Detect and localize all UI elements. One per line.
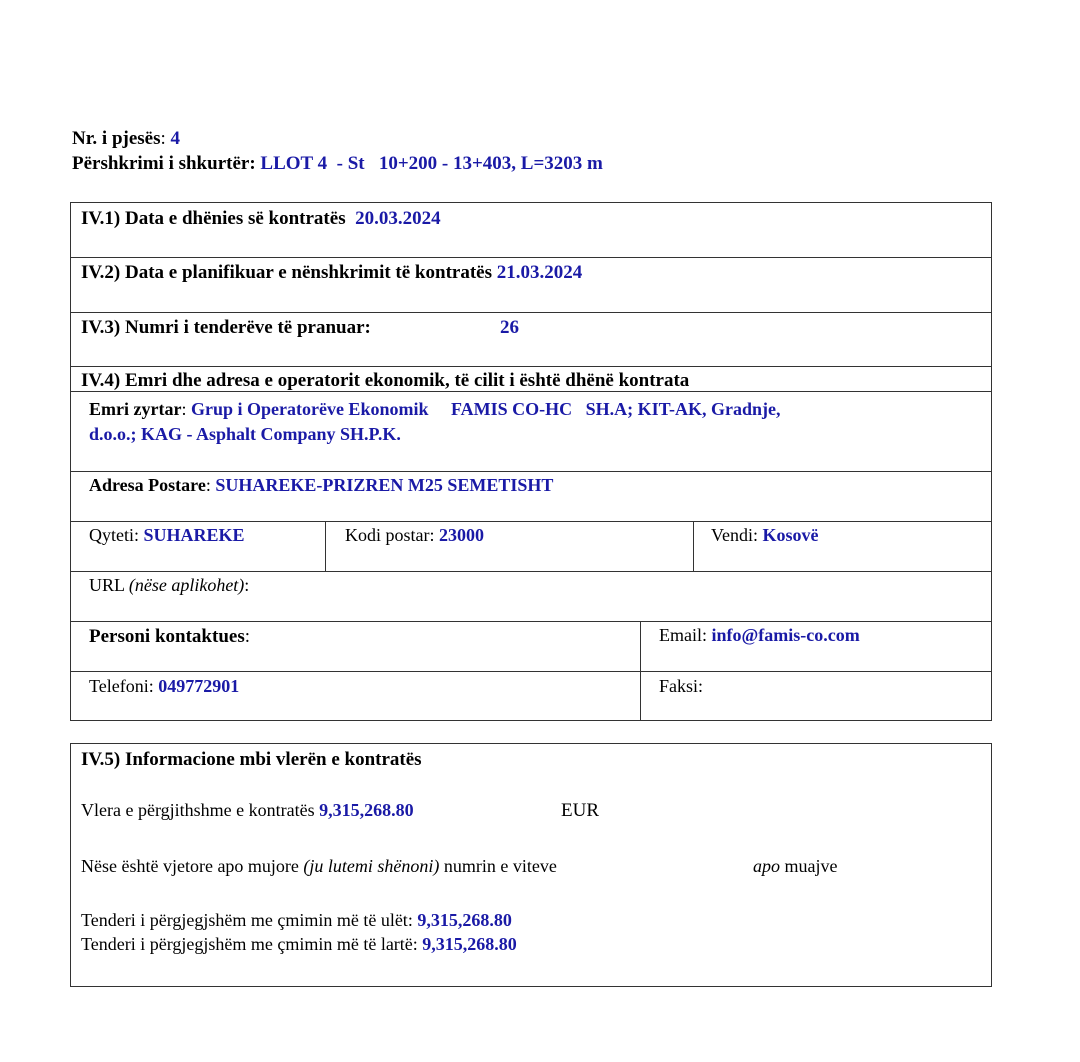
city-label: Qyteti: (89, 525, 139, 545)
currency: EUR (561, 800, 599, 821)
phone-cell (89, 676, 239, 697)
official-name-value-2: d.o.o.; KAG - Asphalt Company SH.P.K. (89, 424, 401, 444)
signing-date-label: IV.2) Data e planifikuar e nënshkrimit të kontratës (81, 262, 492, 283)
lowest-price-label: Tenderi i përgjegjshëm me çmimin më të ulët: (81, 910, 413, 930)
official-name-label: Emri zyrtar (89, 399, 182, 419)
contract-award-table (70, 202, 992, 721)
email-value: info@famis-co.com (711, 625, 860, 645)
postal-code-cell (345, 525, 484, 546)
short-description-value: LLOT 4 - St 10+200 - 13+403, L=3203 m (260, 153, 603, 174)
url-note: (nëse aplikohet) (128, 575, 245, 595)
annual-end: muajve (784, 856, 838, 876)
total-value-row (81, 800, 414, 821)
annual-mid: numrin e viteve (443, 856, 557, 876)
city-value: SUHAREKE (143, 525, 245, 545)
highest-price-row (81, 934, 517, 955)
contact-person-row: Personi kontaktues: (89, 626, 250, 647)
official-name-line1: Emri zyrtar: Grup i Operatorëve Ekonomik FAMIS CO-HC SH.A; KIT-AK, Gradnje, (89, 399, 781, 419)
operator-section-title: IV.4) Emri dhe adresa e operatorit ekonomik, të cilit i është dhënë kontrata (81, 370, 690, 391)
phone-label: Telefoni: (89, 676, 154, 696)
award-date-label: IV.1) Data e dhënies së kontratës (81, 208, 346, 229)
contract-value-table (70, 743, 992, 987)
official-name-value-1: Grup i Operatorëve Ekonomik FAMIS CO-HC SH.A; KIT-AK, Gradnje, (190, 399, 781, 419)
city-cell (89, 525, 245, 546)
annual-monthly-row (81, 856, 557, 877)
country-cell (711, 525, 819, 546)
total-value-label: Vlera e përgjithshme e kontratës (81, 800, 315, 820)
short-description-line (72, 153, 603, 175)
signing-date-row (81, 262, 582, 284)
postal-address-value: SUHAREKE-PRIZREN M25 SEMETISHT (215, 475, 554, 495)
lowest-price-row (81, 910, 512, 931)
annual-note: (ju lutemi shënoni) (303, 856, 440, 876)
tenders-received-value: 26 (500, 317, 519, 338)
highest-price-value: 9,315,268.80 (422, 934, 517, 954)
fax-label: Faksi: (659, 676, 704, 696)
contract-value-title: IV.5) Informacione mbi vlerën e kontratës (81, 749, 422, 770)
lowest-price-value: 9,315,268.80 (417, 910, 512, 930)
highest-price-label: Tenderi i përgjegjshëm me çmimin më të lartë: (81, 934, 418, 954)
short-description-label: Përshkrimi i shkurtër: (72, 153, 256, 174)
postal-code-value: 23000 (439, 525, 484, 545)
annual-apo: apo (753, 856, 780, 876)
country-label: Vendi: (711, 525, 758, 545)
award-date-row (81, 208, 441, 230)
annual-end-row (753, 856, 837, 877)
award-date-value: 20.03.2024 (355, 208, 441, 229)
contact-person-label: Personi kontaktues (89, 626, 245, 647)
part-number-label: Nr. i pjesës (72, 128, 161, 149)
part-number-line: Nr. i pjesës: 4 (72, 128, 181, 149)
email-cell (659, 625, 860, 646)
url-label: URL (89, 575, 125, 595)
signing-date-value: 21.03.2024 (496, 262, 583, 283)
country-value: Kosovë (762, 525, 819, 545)
tenders-received-label: IV.3) Numri i tenderëve të pranuar: (81, 317, 371, 338)
phone-value: 049772901 (158, 676, 240, 696)
part-number-value: 4 (170, 128, 181, 149)
url-row: URL (nëse aplikohet): (89, 575, 250, 595)
total-value: 9,315,268.80 (319, 800, 414, 820)
annual-prefix: Nëse është vjetore apo mujore (81, 856, 299, 876)
postal-address-label: Adresa Postare (89, 475, 206, 495)
postal-address-row: Adresa Postare: SUHAREKE-PRIZREN M25 SEMETISHT (89, 475, 554, 495)
postal-code-label: Kodi postar: (345, 525, 435, 545)
email-label: Email: (659, 625, 707, 645)
